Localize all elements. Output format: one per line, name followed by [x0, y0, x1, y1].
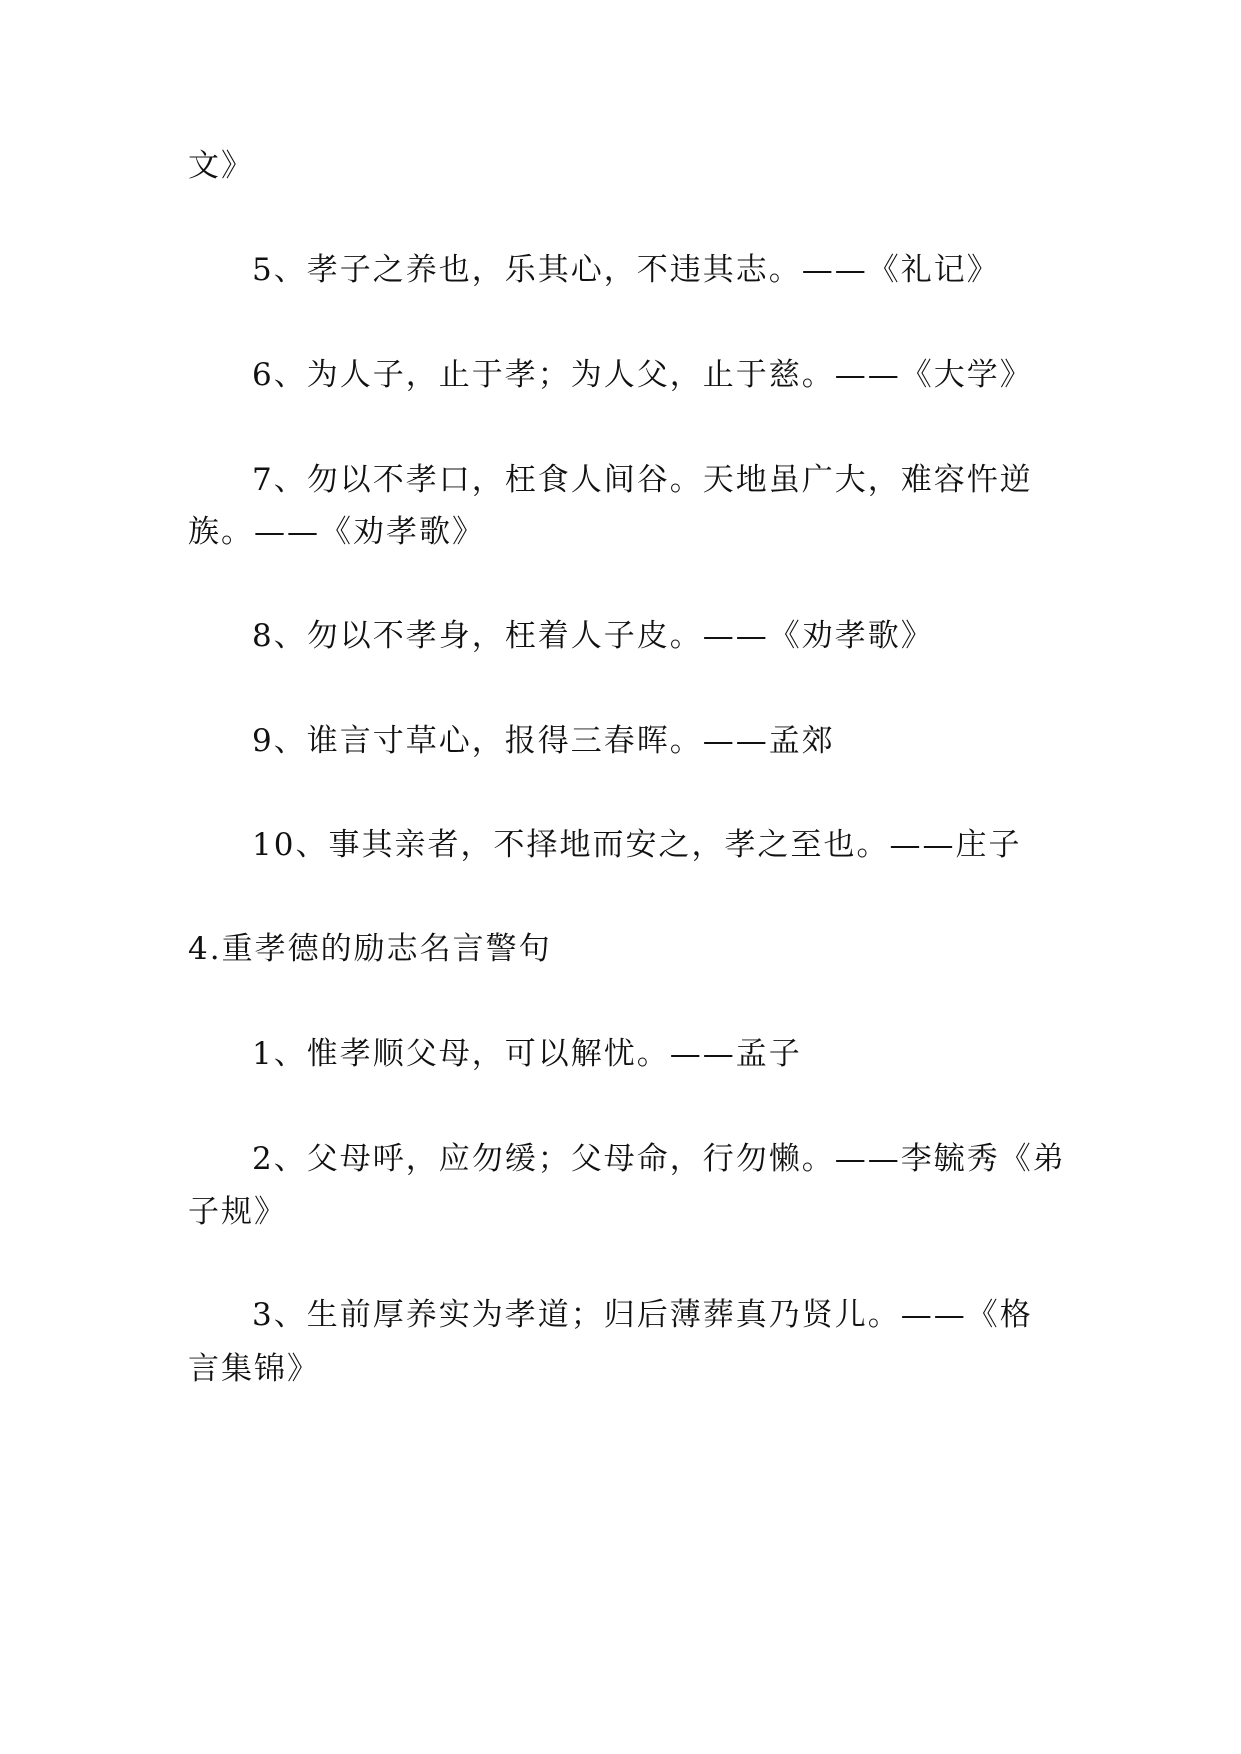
- quote-line-continuation: 言集锦》: [188, 1351, 320, 1387]
- quote-line: 7、勿以不孝口，枉食人间谷。天地虽广大，难容忤逆: [252, 462, 1033, 498]
- quote-line-continuation: 族。——《劝孝歌》: [188, 514, 485, 550]
- quote-line: 10、事其亲者，不择地而安之，孝之至也。——庄子: [252, 827, 1022, 863]
- quote-line: 5、孝子之养也，乐其心，不违其志。——《礼记》: [252, 252, 1000, 288]
- quote-line: 3、生前厚养实为孝道；归后薄葬真乃贤儿。——《格: [252, 1297, 1033, 1333]
- continuation-line: 文》: [188, 148, 254, 184]
- section-heading: 4.重孝德的励志名言警句: [188, 931, 552, 967]
- quote-line: 6、为人子，止于孝；为人父，止于慈。——《大学》: [252, 357, 1033, 393]
- quote-line: 8、勿以不孝身，枉着人子皮。——《劝孝歌》: [252, 618, 934, 654]
- quote-line: 2、父母呼，应勿缓；父母命，行勿懒。——李毓秀《弟: [252, 1141, 1066, 1177]
- quote-line: 9、谁言寸草心，报得三春晖。——孟郊: [252, 723, 835, 759]
- quote-line-continuation: 子规》: [188, 1194, 287, 1230]
- quote-line: 1、惟孝顺父母，可以解忧。——孟子: [252, 1036, 802, 1072]
